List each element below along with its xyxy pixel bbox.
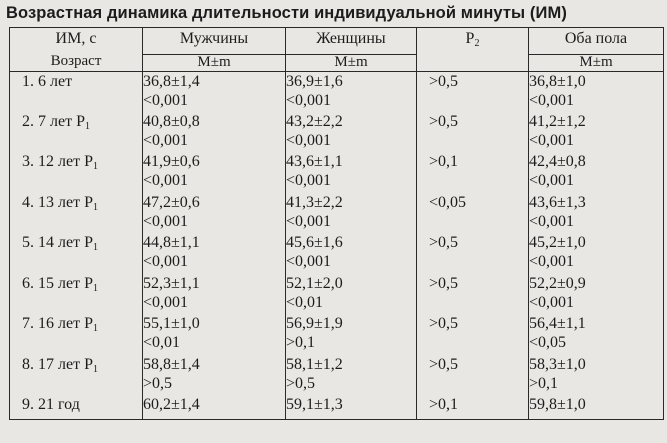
header-row <box>10 28 664 55</box>
p2-cell <box>417 71 529 112</box>
both-p-value: <0,001 <box>529 212 575 230</box>
table-row <box>10 193 664 234</box>
men-p-value: <0,001 <box>143 91 189 109</box>
men-value: 55,1±1,0 <box>143 315 200 332</box>
both-cell <box>529 314 664 355</box>
men-value: 40,8±0,8 <box>143 112 200 130</box>
age-label: 3. 12 лет P <box>22 153 93 170</box>
table-row <box>10 314 664 355</box>
men-cell <box>143 233 286 274</box>
women-value: 59,1±1,3 <box>286 396 343 413</box>
data-table <box>9 27 664 420</box>
women-cell <box>286 71 417 112</box>
both-p-value: <0,001 <box>529 253 575 270</box>
men-cell <box>143 193 286 234</box>
age-cell <box>10 71 143 112</box>
age-label: 1. 6 лет <box>22 72 73 90</box>
p1-subscript: 1 <box>92 161 98 172</box>
p2-cell <box>417 395 529 419</box>
table-row <box>10 274 664 315</box>
table-row <box>10 112 664 153</box>
table-row <box>10 395 664 419</box>
p2-cell <box>417 355 529 396</box>
both-p-value: <0,001 <box>529 91 575 109</box>
age-header-line1: ИМ, с <box>10 28 143 55</box>
women-p-value: >0,1 <box>286 334 316 351</box>
both-header: Оба пола <box>529 28 664 55</box>
age-cell <box>10 152 143 193</box>
p1-subscript: 1 <box>92 363 98 375</box>
women-value: 58,1±1,2 <box>286 355 343 373</box>
p2-value: >0,5 <box>429 234 459 251</box>
p1-subscript: 1 <box>92 323 98 334</box>
women-cell <box>286 193 417 234</box>
men-p-value: <0,001 <box>143 212 189 230</box>
women-value: 45,6±1,6 <box>286 234 343 251</box>
men-p-value: <0,001 <box>143 293 189 311</box>
age-label: 5. 14 лет P <box>22 234 93 251</box>
women-p-value: >0,5 <box>286 374 316 392</box>
men-value: 52,3±1,1 <box>143 274 200 292</box>
table-row <box>10 233 664 274</box>
both-value: 36,8±1,0 <box>529 72 586 90</box>
p2-cell <box>417 193 529 234</box>
table-title: Возрастная динамика длительности индивидуальной минуты (ИМ) <box>6 4 567 22</box>
women-mm-header: M±m <box>286 54 417 71</box>
table-row <box>10 152 664 193</box>
women-header: Женщины <box>286 28 417 55</box>
p2-subheader-empty <box>417 54 529 71</box>
age-label: 7. 16 лет P <box>22 315 93 332</box>
men-cell <box>143 71 286 112</box>
men-cell <box>143 152 286 193</box>
men-cell <box>143 274 286 315</box>
p1-subscript: 1 <box>92 201 98 213</box>
women-cell <box>286 274 417 315</box>
men-mm-header: M±m <box>143 54 286 71</box>
age-cell <box>10 193 143 234</box>
p2-cell <box>417 112 529 153</box>
women-cell <box>286 355 417 396</box>
p2-value: >0,1 <box>429 396 459 413</box>
men-cell <box>143 112 286 153</box>
both-p-value: <0,001 <box>529 131 575 149</box>
men-cell <box>143 395 286 419</box>
age-cell <box>10 395 143 419</box>
both-value: 42,4±0,8 <box>529 153 586 170</box>
women-p-value: <0,001 <box>286 91 332 109</box>
both-cell <box>529 355 664 396</box>
table-row <box>10 71 664 112</box>
both-mm-header: M±m <box>529 54 664 71</box>
men-cell <box>143 314 286 355</box>
men-p-value: <0,001 <box>143 131 189 149</box>
both-p-value: <0,05 <box>529 334 567 351</box>
p2-value: <0,05 <box>429 193 467 211</box>
women-p-value: <0,001 <box>286 172 332 189</box>
age-label: 8. 17 лет P <box>22 355 93 373</box>
age-header-line2: Возраст <box>10 54 143 71</box>
age-cell <box>10 274 143 315</box>
women-p-value: <0,001 <box>286 253 332 270</box>
age-label: 4. 13 лет P <box>22 193 93 211</box>
age-label: 9. 21 год <box>22 396 80 413</box>
women-value: 52,1±2,0 <box>286 274 343 292</box>
subheader-row <box>10 54 664 71</box>
both-value: 58,3±1,0 <box>529 355 586 373</box>
both-cell <box>529 395 664 419</box>
p2-value: >0,1 <box>429 153 459 170</box>
p2-cell <box>417 274 529 315</box>
both-cell <box>529 274 664 315</box>
women-cell <box>286 314 417 355</box>
both-cell <box>529 152 664 193</box>
p2-cell <box>417 152 529 193</box>
women-cell <box>286 112 417 153</box>
p1-subscript: 1 <box>84 120 90 132</box>
age-cell <box>10 355 143 396</box>
p2-value: >0,5 <box>429 315 459 332</box>
both-value: 59,8±1,0 <box>529 396 586 413</box>
both-p-value: <0,001 <box>529 293 575 311</box>
women-value: 43,6±1,1 <box>286 153 343 170</box>
women-cell <box>286 395 417 419</box>
men-value: 47,2±0,6 <box>143 193 200 211</box>
p2-value: >0,5 <box>429 72 459 90</box>
p2-value: >0,5 <box>429 355 459 373</box>
both-p-value: <0,001 <box>529 172 575 189</box>
women-p-value: <0,001 <box>286 212 332 230</box>
men-p-value: >0,5 <box>143 374 173 392</box>
men-p-value: <0,001 <box>143 253 189 270</box>
p1-subscript: 1 <box>92 282 98 294</box>
p2-header-base: P <box>465 30 475 47</box>
women-cell <box>286 152 417 193</box>
age-cell <box>10 233 143 274</box>
both-value: 52,2±0,9 <box>529 274 586 292</box>
both-value: 56,4±1,1 <box>529 315 586 332</box>
p2-header <box>417 28 529 55</box>
both-cell <box>529 112 664 153</box>
men-value: 44,8±1,1 <box>143 234 200 251</box>
women-value: 41,3±2,2 <box>286 193 343 211</box>
both-cell <box>529 71 664 112</box>
men-value: 60,2±1,4 <box>143 396 200 413</box>
p2-cell <box>417 314 529 355</box>
women-cell <box>286 233 417 274</box>
men-p-value: <0,001 <box>143 172 189 189</box>
both-cell <box>529 233 664 274</box>
p1-subscript: 1 <box>92 242 98 253</box>
women-value: 56,9±1,9 <box>286 315 343 332</box>
men-header: Мужчины <box>143 28 286 55</box>
women-value: 36,9±1,6 <box>286 72 343 90</box>
p2-header-sub: 2 <box>474 38 480 49</box>
both-value: 45,2±1,0 <box>529 234 586 251</box>
men-value: 36,8±1,4 <box>143 72 200 90</box>
p2-cell <box>417 233 529 274</box>
women-p-value: <0,001 <box>286 131 332 149</box>
table-row <box>10 355 664 396</box>
men-value: 58,8±1,4 <box>143 355 200 373</box>
age-cell <box>10 112 143 153</box>
men-value: 41,9±0,6 <box>143 153 200 170</box>
women-value: 43,2±2,2 <box>286 112 343 130</box>
both-value: 41,2±1,2 <box>529 112 586 130</box>
age-label: 2. 7 лет P <box>22 112 85 130</box>
both-value: 43,6±1,3 <box>529 193 586 211</box>
p2-value: >0,5 <box>429 112 459 130</box>
both-p-value: >0,1 <box>529 374 559 392</box>
men-p-value: <0,01 <box>143 334 181 351</box>
age-label: 6. 15 лет P <box>22 274 93 292</box>
men-cell <box>143 355 286 396</box>
age-cell <box>10 314 143 355</box>
both-cell <box>529 193 664 234</box>
p2-value: >0,5 <box>429 274 459 292</box>
women-p-value: <0,01 <box>286 293 324 311</box>
